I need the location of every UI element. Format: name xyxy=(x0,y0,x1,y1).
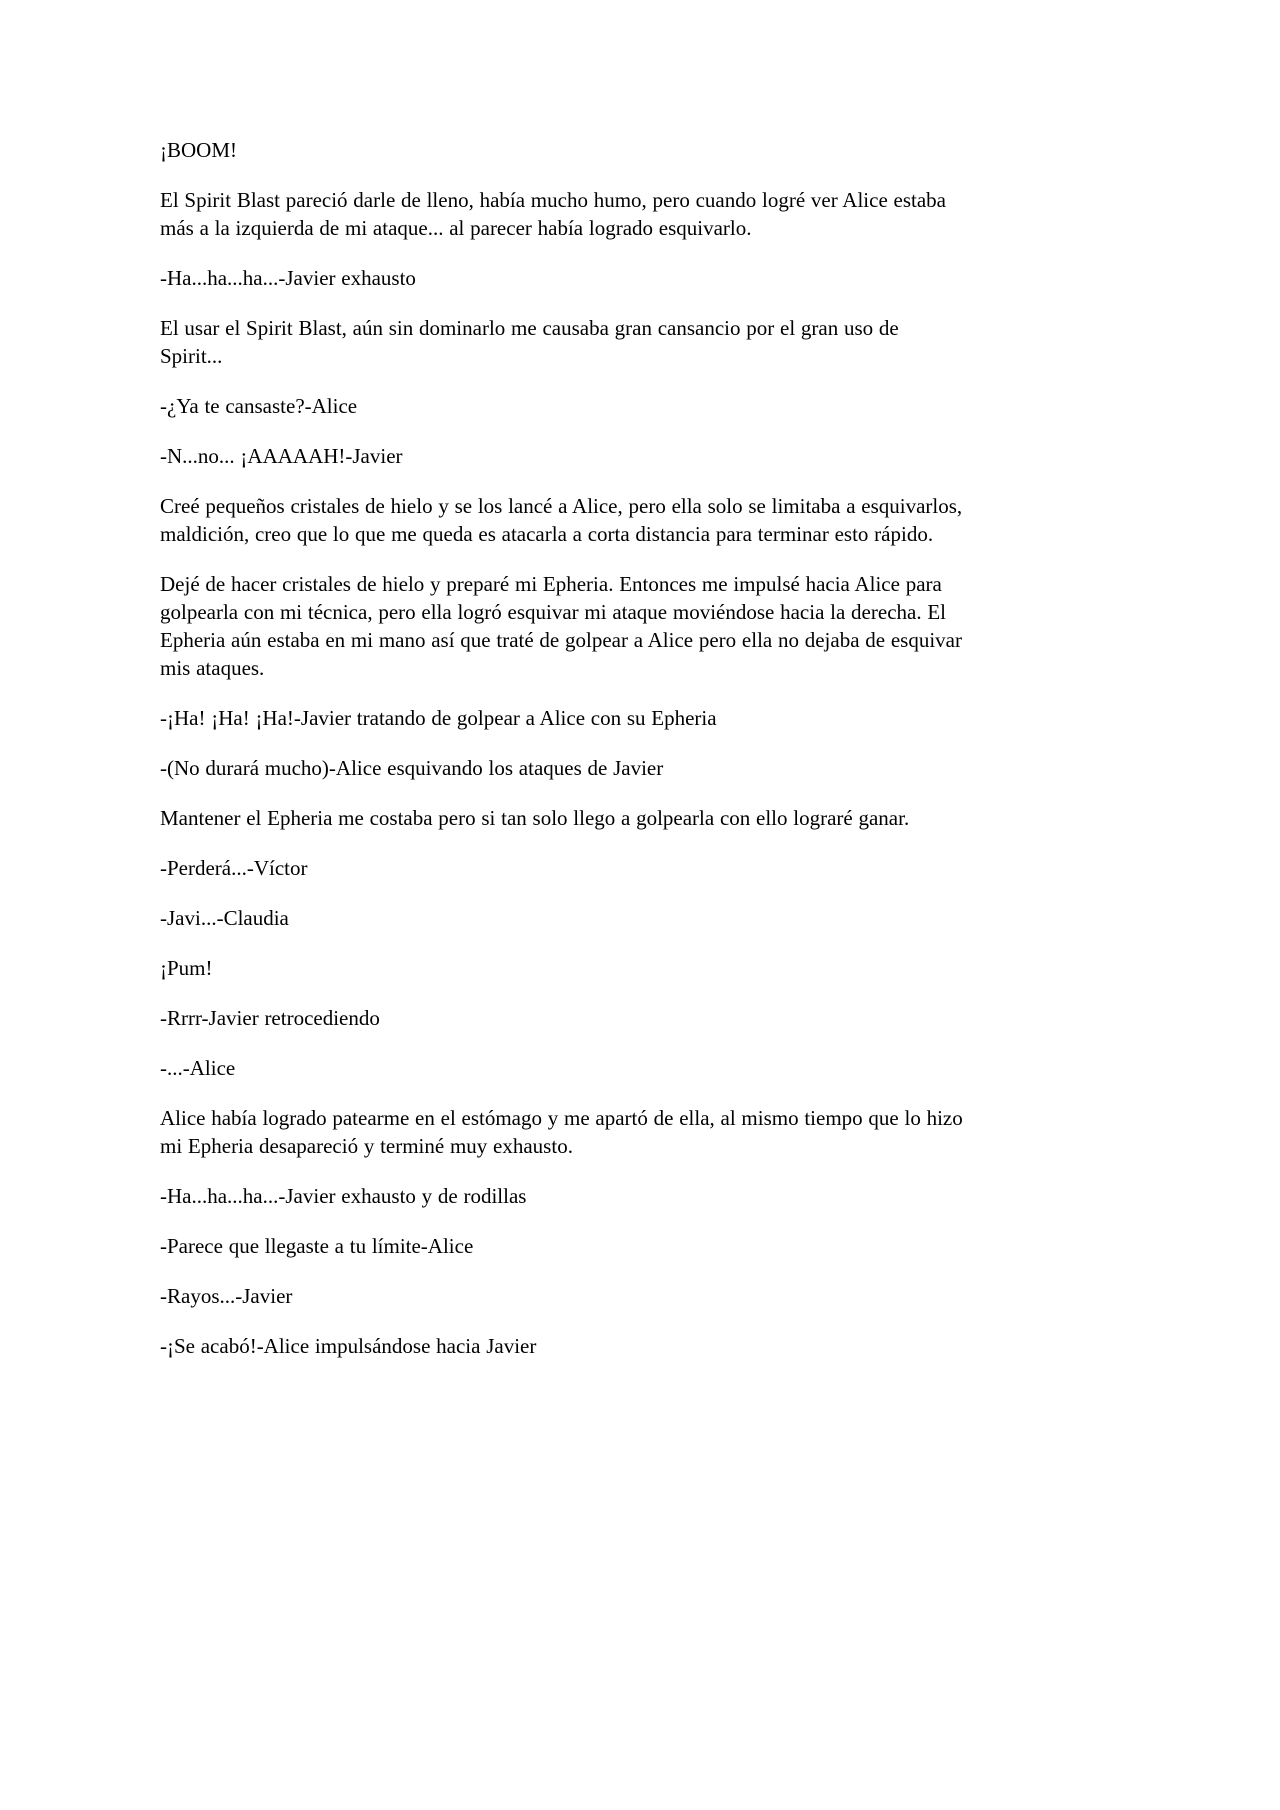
paragraph: El usar el Spirit Blast, aún sin dominarlo me causaba gran cansancio por el gran uso de Spirit... xyxy=(160,316,899,368)
paragraph: El Spirit Blast pareció darle de lleno, había mucho humo, pero cuando logré ver Alice estaba más a la izquierda de mi ataque... al parecer había logrado esquivarlo. xyxy=(160,188,946,240)
paragraph: -(No durará mucho)-Alice esquivando los ataques de Javier xyxy=(160,756,664,780)
paragraph: Creé pequeños cristales de hielo y se los lancé a Alice, pero ella solo se limitaba a esquivarlos, maldición, creo que lo que me queda es atacarla a corta distancia para terminar esto rápido. xyxy=(160,494,963,546)
paragraph: Mantener el Epheria me costaba pero si tan solo llego a golpearla con ello lograré ganar. xyxy=(160,806,910,830)
paragraph: -¿Ya te cansaste?-Alice xyxy=(160,394,358,418)
paragraph: -Rrrr-Javier retrocediendo xyxy=(160,1006,380,1030)
paragraph: -Rayos...-Javier xyxy=(160,1284,293,1308)
paragraph: -Perderá...-Víctor xyxy=(160,856,308,880)
paragraph: ¡BOOM! xyxy=(160,138,237,162)
paragraph: -Ha...ha...ha...-Javier exhausto xyxy=(160,266,416,290)
paragraph: -...-Alice xyxy=(160,1056,236,1080)
paragraph: -Javi...-Claudia xyxy=(160,906,289,930)
paragraph: -Parece que llegaste a tu límite-Alice xyxy=(160,1234,474,1258)
paragraph: -¡Se acabó!-Alice impulsándose hacia Javier xyxy=(160,1334,537,1358)
paragraph: ¡Pum! xyxy=(160,956,213,980)
paragraph: Dejé de hacer cristales de hielo y preparé mi Epheria. Entonces me impulsé hacia Alice para golpearla con mi técnica, pero ella logró esquivar mi ataque moviéndose hacia la derecha. El Epheria aún estaba en mi mano así que traté de golpear a Alice pero ella no dejaba de esquivar mis ataques. xyxy=(160,572,962,680)
paragraph: Alice había logrado patearme en el estómago y me apartó de ella, al mismo tiempo que lo hizo mi Epheria desapareció y terminé muy exhausto. xyxy=(160,1106,963,1158)
paragraph: -Ha...ha...ha...-Javier exhausto y de rodillas xyxy=(160,1184,527,1208)
paragraph: -¡Ha! ¡Ha! ¡Ha!-Javier tratando de golpear a Alice con su Epheria xyxy=(160,706,717,730)
paragraph: -N...no... ¡AAAAAH!-Javier xyxy=(160,444,403,468)
document-body xyxy=(160,136,965,1360)
